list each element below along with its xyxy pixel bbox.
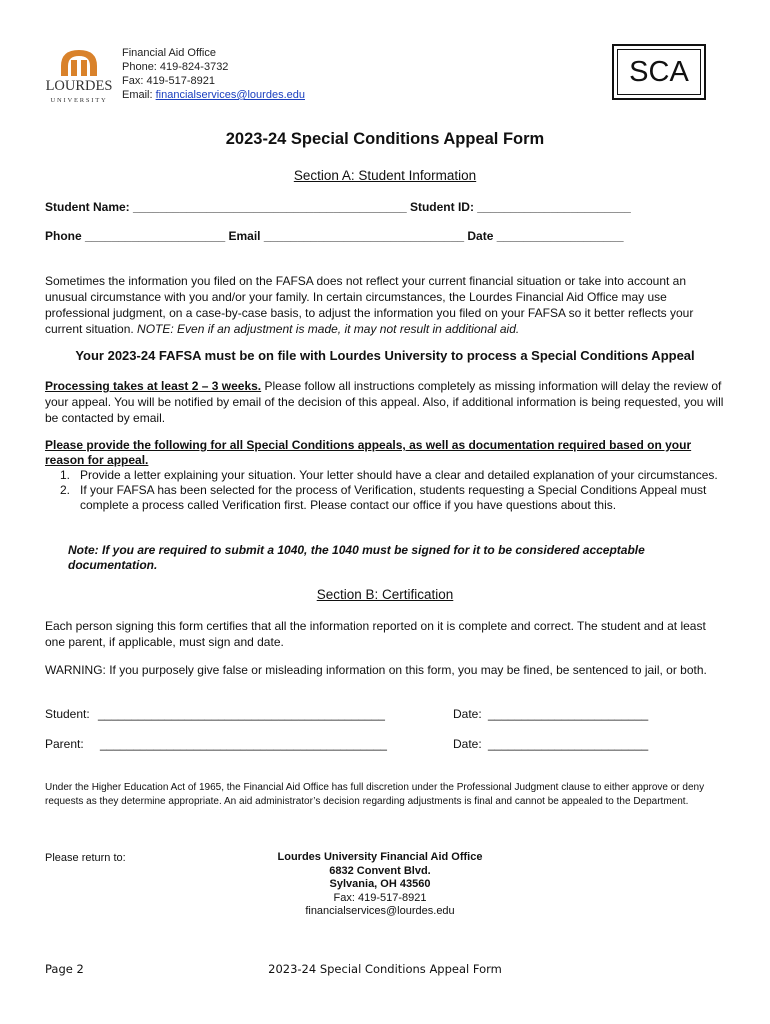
warning-text: WARNING: If you purposely give false or misleading information on this form, you may be fined, be sentenced to jail, or both. <box>45 663 707 677</box>
contact-block <box>122 46 305 102</box>
return-office: Lourdes University Financial Aid Office <box>277 851 483 863</box>
intro-note: NOTE: Even if an adjustment is made, it may not result in additional aid. <box>137 322 520 336</box>
footer-form-name: 2023-24 Special Conditions Appeal Form <box>268 962 502 976</box>
parent-date-field[interactable]: ________________________ <box>488 737 649 751</box>
processing-lead: Processing takes at least 2 – 3 weeks. <box>45 379 262 393</box>
student-signature-label: Student: <box>45 707 90 721</box>
section-b-heading: Section B: Certification <box>316 587 454 602</box>
list-item <box>45 483 725 513</box>
requirements-heading <box>45 438 725 468</box>
student-info-line-2: Phone _____________________ Email ______________________________ Date ___________________ <box>45 229 624 243</box>
office-email-row <box>122 88 305 102</box>
office-fax: Fax: 419-517-8921 <box>122 75 215 87</box>
processing-paragraph <box>45 378 725 426</box>
logo-subtitle: UNIVERSITY <box>50 97 108 104</box>
office-phone: Phone: 419-824-3732 <box>122 61 229 73</box>
return-street: 6832 Convent Blvd. <box>329 864 431 877</box>
lourdes-logo <box>45 44 113 106</box>
intro-paragraph <box>45 273 725 337</box>
requirements-heading-text: Please provide the following for all Special Conditions appeals, as well as documentation required based on your reason for appeal. <box>45 438 692 467</box>
return-address <box>260 851 500 919</box>
student-date-label: Date: <box>453 707 482 721</box>
form-title: 2023-24 Special Conditions Appeal Form <box>225 130 545 148</box>
processing-text: Please follow all instructions completely as missing information will delay the review of your appeal. You will be notified by email of the decision of this appeal. Also, if additional information is being requested, you will be contacted by email. <box>45 379 724 425</box>
list-item-number: 2. <box>59 483 70 497</box>
parent-signature-field[interactable]: ___________________________________________ <box>100 737 387 751</box>
list-item-text: Provide a letter explaining your situation. Your letter should have a clear and detailed explanation of your circumstances. <box>80 468 718 482</box>
fafsa-notice: Your 2023-24 FAFSA must be on file with Lourdes University to process a Special Conditions Appeal <box>75 348 695 363</box>
email-link[interactable]: financialservices@lourdes.edu <box>155 89 305 101</box>
return-email: financialservices@lourdes.edu <box>305 905 455 917</box>
return-city: Sylvania, OH 43560 <box>329 878 431 890</box>
logo-wordmark: LOURDES <box>45 78 113 94</box>
student-signature-field[interactable]: ___________________________________________ <box>98 707 385 721</box>
form-1040-note: Note: If you are required to submit a 1040, the 1040 must be signed for it to be considered acceptable documentation. <box>68 543 645 572</box>
list-item-text: If your FAFSA has been selected for the process of Verification, students requesting a Special Conditions Appeal must complete a process called Verification first. Please contact our office if you have questions about this. <box>80 483 707 512</box>
list-item-number: 1. <box>59 468 70 482</box>
lourdes-emblem-icon <box>45 44 113 106</box>
email-label: Email: <box>122 89 156 101</box>
requirements-list <box>45 468 725 513</box>
parent-date-label: Date: <box>453 737 482 751</box>
return-fax: Fax: 419-517-8921 <box>333 891 427 904</box>
legal-disclaimer: Under the Higher Education Act of 1965, the Financial Aid Office has full discretion under the Professional Judgment clause to either approve or deny requests as they determine appropriate. An aid administrator’s decision regarding adjustments is final and cannot be appealed to the Department. <box>45 782 705 807</box>
form-code-box <box>612 44 706 100</box>
student-date-field[interactable]: ________________________ <box>488 707 649 721</box>
form-code: SCA <box>617 49 701 95</box>
certification-text: Each person signing this form certifies that all the information reported on it is complete and correct. The student and at least one parent, if applicable, must sign and date. <box>45 619 706 649</box>
student-info-line-1: Student Name: _________________________________________ Student ID: _______________________ <box>45 200 631 214</box>
section-a-heading: Section A: Student Information <box>293 168 477 183</box>
intro-text: Sometimes the information you filed on the FAFSA does not reflect your current financial situation or take into account an unusual circumstance with you and/or your family. In certain circumstances, the Lourdes Financial Aid Office may use professional judgment, on a case-by-case basis, to adjust the information you filed on your FAFSA so it better reflects your current situation. <box>45 274 694 336</box>
office-name: Financial Aid Office <box>122 47 216 59</box>
return-label: Please return to: <box>45 852 126 864</box>
page-number: Page 2 <box>45 962 84 976</box>
parent-signature-label: Parent: <box>45 737 84 751</box>
list-item <box>45 468 725 483</box>
